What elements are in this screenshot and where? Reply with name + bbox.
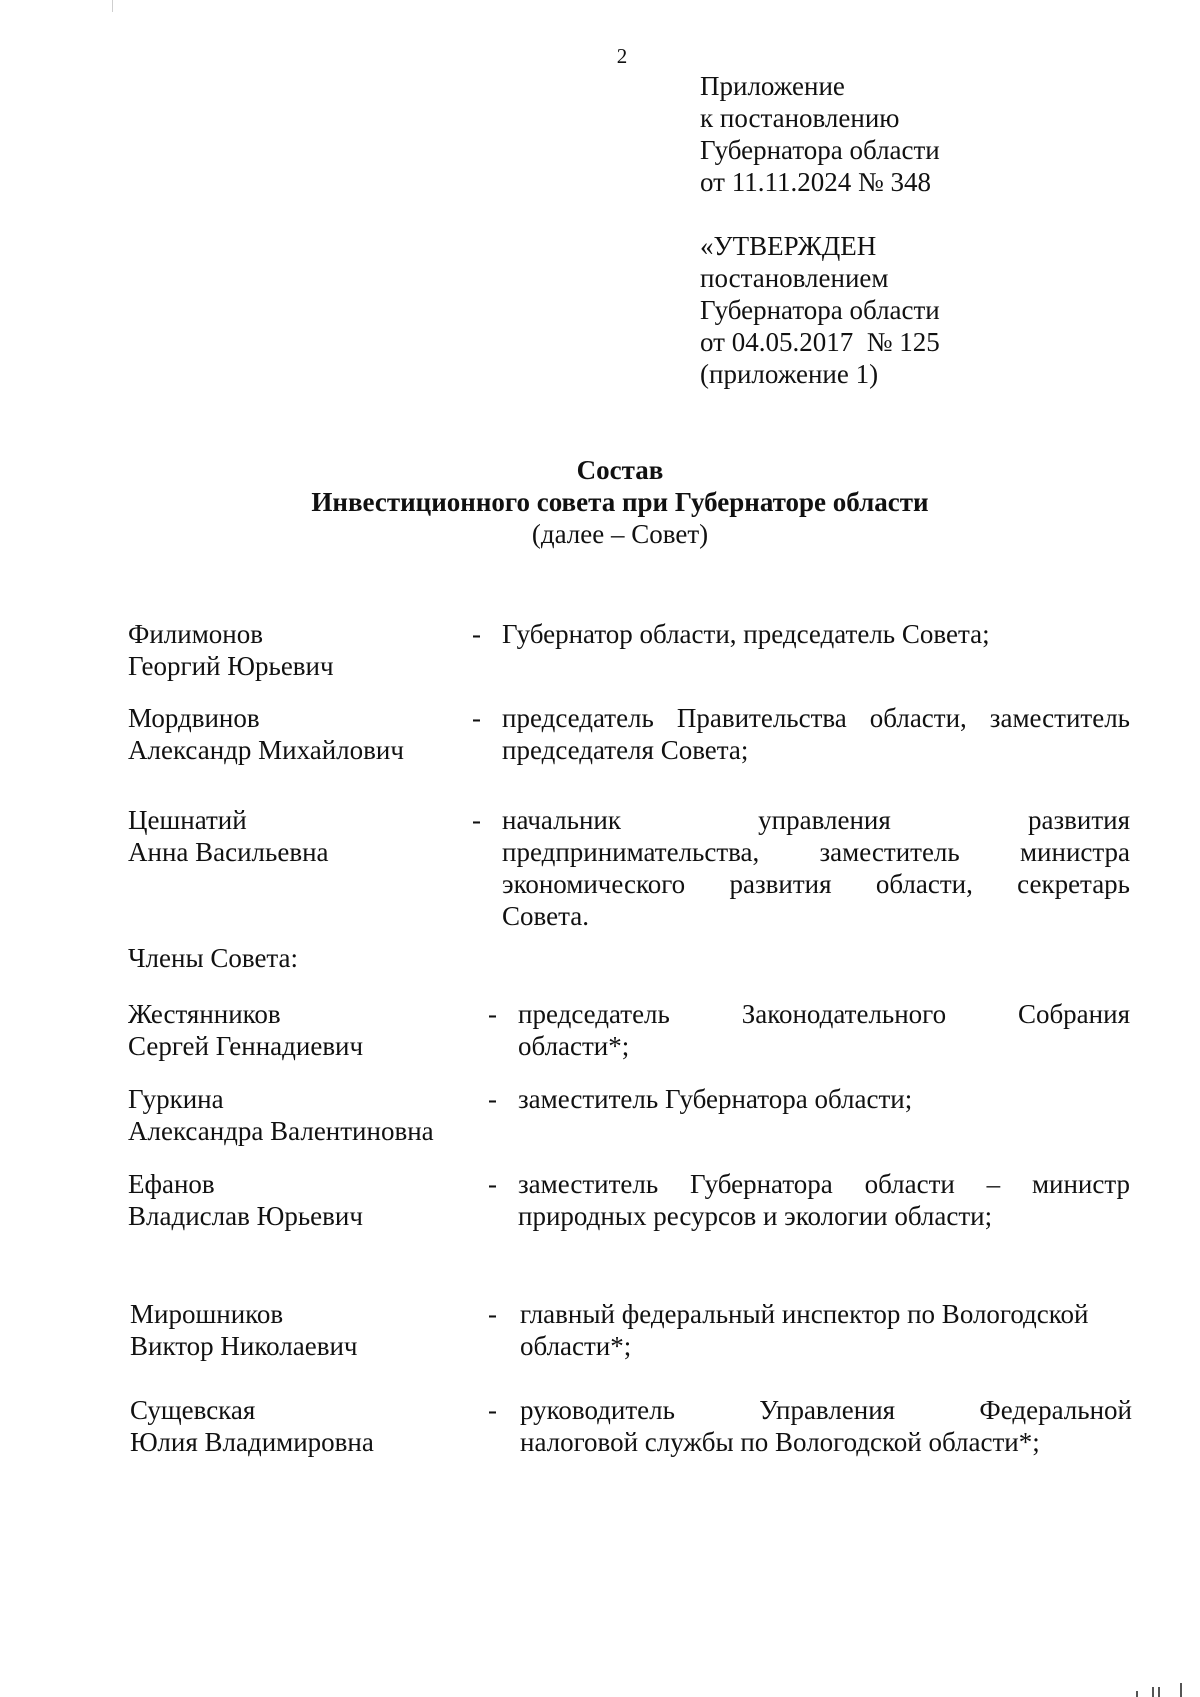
given-name: Анна Васильевна bbox=[128, 837, 329, 867]
surname: Мирошников bbox=[130, 1299, 284, 1329]
person-name bbox=[130, 1298, 470, 1362]
surname: Сущевская bbox=[130, 1395, 256, 1425]
role-word: развития bbox=[1027, 805, 1130, 835]
dash-separator: - bbox=[472, 805, 481, 835]
person-name bbox=[128, 702, 468, 766]
approval-line: (приложение 1) bbox=[700, 359, 879, 389]
approval-stamp-text bbox=[700, 230, 940, 390]
role-line bbox=[502, 804, 1130, 836]
dash-separator: - bbox=[488, 1169, 497, 1199]
given-name: Александра Валентиновна bbox=[128, 1116, 434, 1146]
given-name: Юлия Владимировна bbox=[130, 1427, 374, 1457]
approval-line: «УТВЕРЖДЕН bbox=[700, 231, 877, 261]
given-name: Владислав Юрьевич bbox=[128, 1201, 363, 1231]
scan-artifact bbox=[112, 0, 113, 12]
role-description bbox=[520, 1298, 1132, 1362]
dash-separator: - bbox=[488, 1299, 497, 1329]
members-heading: Члены Совета: bbox=[128, 943, 299, 973]
person-name bbox=[128, 618, 468, 682]
approval-line: постановлением bbox=[700, 263, 889, 293]
surname: Жестянников bbox=[128, 999, 281, 1029]
dash-separator: - bbox=[488, 999, 497, 1029]
role-description bbox=[520, 1394, 1132, 1458]
appendix-line: Приложение bbox=[700, 71, 845, 101]
role-line: экономического развития области, секретарь bbox=[502, 869, 1130, 899]
dash-separator: - bbox=[472, 619, 481, 649]
role-line: председатель Законодательного Собрания bbox=[518, 999, 1130, 1029]
surname: Мордвинов bbox=[128, 703, 260, 733]
role-line: области*; bbox=[520, 1331, 632, 1361]
title-line-2: Инвестиционного совета при Губернаторе области bbox=[311, 487, 929, 517]
scan-artifact bbox=[1130, 1680, 1190, 1697]
role-description bbox=[502, 804, 1130, 932]
surname: Цешнатий bbox=[128, 805, 247, 835]
appendix-reference bbox=[700, 70, 940, 198]
role-description bbox=[502, 702, 1130, 766]
dash-separator: - bbox=[472, 703, 481, 733]
page-number: 2 bbox=[616, 44, 628, 68]
role-line: председатель Правительства области, заместитель bbox=[502, 703, 1130, 733]
given-name: Александр Михайлович bbox=[128, 735, 404, 765]
person-name bbox=[130, 1394, 470, 1458]
person-name bbox=[128, 998, 468, 1062]
role-line: Совета. bbox=[502, 901, 589, 931]
role-description bbox=[518, 1083, 1130, 1115]
surname: Гуркина bbox=[128, 1084, 224, 1114]
person-name bbox=[128, 1168, 468, 1232]
appendix-line: от 11.11.2024 № 348 bbox=[700, 167, 931, 197]
role-line: главный федеральный инспектор по Вологодской bbox=[520, 1299, 1089, 1329]
role-line: Губернатор области, председатель Совета; bbox=[502, 619, 990, 649]
role-line: заместитель Губернатора области – министр bbox=[518, 1169, 1130, 1199]
title-line-3: (далее – Совет) bbox=[531, 519, 709, 549]
surname: Ефанов bbox=[128, 1169, 215, 1199]
role-description bbox=[518, 998, 1130, 1062]
person-name bbox=[128, 1083, 468, 1147]
given-name: Георгий Юрьевич bbox=[128, 651, 334, 681]
role-word: управления bbox=[758, 805, 891, 835]
role-description bbox=[502, 618, 1102, 650]
person-name bbox=[128, 804, 468, 868]
document-title bbox=[0, 454, 1200, 550]
role-line: руководитель Управления Федеральной bbox=[520, 1395, 1132, 1425]
role-line: председателя Совета; bbox=[502, 735, 749, 765]
surname: Филимонов bbox=[128, 619, 263, 649]
appendix-line: к постановлению bbox=[700, 103, 900, 133]
given-name: Виктор Николаевич bbox=[130, 1331, 358, 1361]
appendix-line: Губернатора области bbox=[700, 135, 940, 165]
role-word: начальник bbox=[502, 805, 621, 835]
role-line: области*; bbox=[518, 1031, 630, 1061]
role-line: природных ресурсов и экологии области; bbox=[518, 1201, 993, 1231]
role-line: предпринимательства, заместитель министра bbox=[502, 837, 1130, 867]
title-line-1: Состав bbox=[576, 455, 664, 485]
role-description bbox=[518, 1168, 1130, 1232]
dash-separator: - bbox=[488, 1084, 497, 1114]
given-name: Сергей Геннадиевич bbox=[128, 1031, 364, 1061]
role-line: налоговой службы по Вологодской области*; bbox=[520, 1427, 1040, 1457]
approval-line: Губернатора области bbox=[700, 295, 940, 325]
approval-line: от 04.05.2017 № 125 bbox=[700, 327, 940, 357]
role-line: заместитель Губернатора области; bbox=[518, 1084, 913, 1114]
dash-separator: - bbox=[488, 1395, 497, 1425]
